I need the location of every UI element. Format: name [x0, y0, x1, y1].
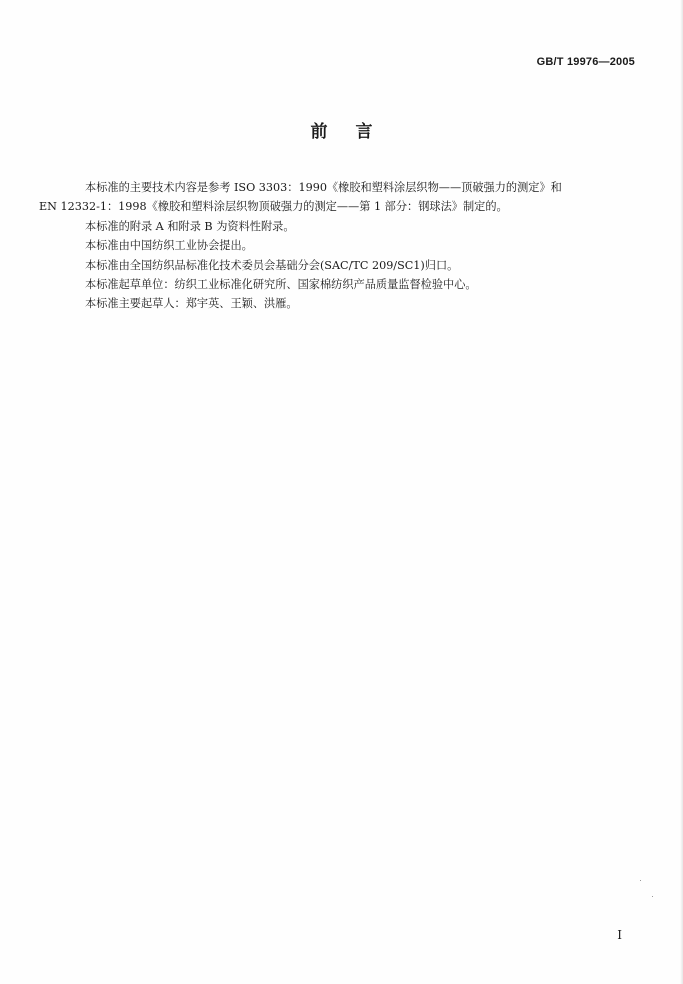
scan-speck [640, 880, 641, 881]
page-number: I [617, 928, 622, 942]
paragraph-drafting-units: 本标准起草单位：纺织工业标准化研究所、国家棉纺织产品质量监督检验中心。 [85, 278, 477, 292]
paragraph-annex: 本标准的附录 A 和附录 B 为资料性附录。 [85, 219, 295, 233]
paragraph-line: EN 12332-1：1998《橡胶和塑料涂层织物顶破强力的测定——第 1 部分：钢球法》制定的。 [39, 200, 508, 214]
foreword-body [39, 178, 642, 314]
paragraph-line: 本标准的主要技术内容是参考 ISO 3303：1990《橡胶和塑料涂层织物——顶破强力的测定》和 [85, 181, 562, 194]
paragraph-drafters: 本标准主要起草人：郑宇英、王颖、洪雁。 [85, 297, 298, 311]
page-title: 前言 [310, 122, 401, 142]
paragraph-jurisdiction: 本标准由全国纺织品标准化技术委员会基础分会(SAC/TC 209/SC1)归口。 [85, 258, 459, 272]
scan-speck [652, 896, 653, 897]
standard-number: GB/T 19976—2005 [536, 56, 635, 68]
paragraph-proposer: 本标准由中国纺织工业协会提出。 [85, 239, 253, 253]
paragraph-basis [39, 178, 642, 217]
